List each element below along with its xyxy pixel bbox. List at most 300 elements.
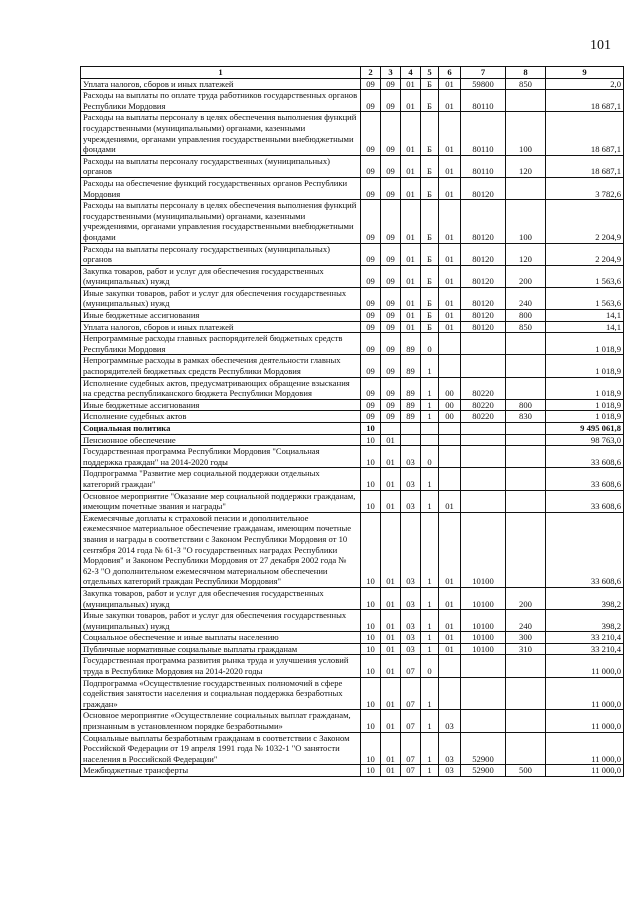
subsection-code-cell: 09 [381, 287, 401, 309]
subsection-code-cell: 09 [381, 78, 401, 90]
program-code-cell: 07 [401, 677, 421, 710]
direction-code-cell: 10100 [461, 643, 506, 655]
subsection-code-cell: 09 [381, 355, 401, 377]
direction-code-cell [461, 677, 506, 710]
amount-cell: 9 495 061,8 [546, 423, 624, 435]
program-code-cell: 03 [401, 632, 421, 644]
activity-code-cell: 01 [439, 177, 461, 199]
subprogram-code-cell: Б [421, 200, 439, 243]
amount-cell: 14,1 [546, 321, 624, 333]
row-name-cell: Основное мероприятие «Осуществление социальных выплат гражданам, признанным в установленном порядке безработными» [81, 710, 361, 732]
program-code-cell: 01 [401, 90, 421, 112]
table-row [81, 399, 624, 411]
section-code-cell: 10 [361, 655, 381, 677]
row-name-cell: Подпрограмма "Развитие мер социальной поддержки отдельных категорий граждан" [81, 468, 361, 490]
program-code-cell: 03 [401, 512, 421, 587]
subprogram-code-cell: 1 [421, 411, 439, 423]
program-code-cell: 01 [401, 155, 421, 177]
activity-code-cell [439, 333, 461, 355]
subprogram-code-cell: Б [421, 243, 439, 265]
table-row [81, 287, 624, 309]
row-name-cell: Исполнение судебных актов, предусматривающих обращение взыскания на средства республиканского бюджета Республики Мордовия [81, 377, 361, 399]
section-code-cell: 09 [361, 321, 381, 333]
program-code-cell: 89 [401, 377, 421, 399]
amount-cell: 1 563,6 [546, 287, 624, 309]
table-row [81, 434, 624, 446]
table-row [81, 310, 624, 322]
direction-code-cell: 80120 [461, 287, 506, 309]
subprogram-code-cell: 1 [421, 732, 439, 765]
program-code-cell: 01 [401, 310, 421, 322]
row-name-cell: Подпрограмма «Осуществление государственных полномочий в сфере содействия занятости населения и социальная поддержка безработных граждан» [81, 677, 361, 710]
amount-cell: 2,0 [546, 78, 624, 90]
expense-type-cell [506, 490, 546, 512]
row-name-cell: Основное мероприятие "Оказание мер социальной поддержки гражданам, имеющим почетные звания и награды" [81, 490, 361, 512]
amount-cell: 398,2 [546, 610, 624, 632]
row-name-cell: Расходы на обеспечение функций государственных органов Республики Мордовия [81, 177, 361, 199]
direction-code-cell: 80120 [461, 310, 506, 322]
subprogram-code-cell: 1 [421, 632, 439, 644]
program-code-cell: 01 [401, 78, 421, 90]
section-code-cell: 09 [361, 265, 381, 287]
table-header-row [81, 67, 624, 79]
row-name-cell: Непрограммные расходы в рамках обеспечения деятельности главных распорядителей бюджетных средств Республики Мордовия [81, 355, 361, 377]
subsection-code-cell: 01 [381, 587, 401, 609]
subprogram-code-cell: 1 [421, 610, 439, 632]
program-code-cell: 03 [401, 490, 421, 512]
table-row [81, 177, 624, 199]
direction-code-cell: 80120 [461, 200, 506, 243]
direction-code-cell: 80110 [461, 90, 506, 112]
program-code-cell: 07 [401, 710, 421, 732]
activity-code-cell: 01 [439, 587, 461, 609]
table-row [81, 333, 624, 355]
subsection-code-cell: 09 [381, 200, 401, 243]
amount-cell: 33 210,4 [546, 643, 624, 655]
program-code-cell [401, 423, 421, 435]
program-code-cell: 01 [401, 243, 421, 265]
row-name-cell: Межбюджетные трансферты [81, 765, 361, 777]
row-name-cell: Закупка товаров, работ и услуг для обеспечения государственных (муниципальных) нужд [81, 265, 361, 287]
activity-code-cell: 01 [439, 155, 461, 177]
subsection-code-cell: 09 [381, 377, 401, 399]
program-code-cell: 03 [401, 468, 421, 490]
activity-code-cell [439, 655, 461, 677]
subsection-code-cell: 09 [381, 155, 401, 177]
expense-type-cell [506, 677, 546, 710]
subsection-code-cell: 01 [381, 710, 401, 732]
table-row [81, 587, 624, 609]
subsection-code-cell: 09 [381, 310, 401, 322]
expense-type-cell: 100 [506, 112, 546, 155]
activity-code-cell: 03 [439, 765, 461, 777]
row-name-cell: Уплата налогов, сборов и иных платежей [81, 321, 361, 333]
column-header: 1 [81, 67, 361, 79]
section-code-cell: 09 [361, 310, 381, 322]
section-code-cell: 09 [361, 243, 381, 265]
direction-code-cell: 10100 [461, 610, 506, 632]
table-row [81, 155, 624, 177]
column-header: 6 [439, 67, 461, 79]
program-code-cell: 07 [401, 655, 421, 677]
amount-cell: 33 608,6 [546, 446, 624, 468]
subprogram-code-cell: 1 [421, 377, 439, 399]
expense-type-cell: 310 [506, 643, 546, 655]
expense-type-cell [506, 468, 546, 490]
table-row [81, 423, 624, 435]
row-name-cell: Расходы на выплаты персоналу государственных (муниципальных) органов [81, 155, 361, 177]
direction-code-cell: 10100 [461, 512, 506, 587]
amount-cell: 33 608,6 [546, 490, 624, 512]
subprogram-code-cell: 1 [421, 512, 439, 587]
row-name-cell: Государственная программа Республики Мордовия "Социальная поддержка граждан" на 2014-2020 годы [81, 446, 361, 468]
amount-cell: 11 000,0 [546, 655, 624, 677]
direction-code-cell: 59800 [461, 78, 506, 90]
program-code-cell: 01 [401, 177, 421, 199]
program-code-cell: 01 [401, 321, 421, 333]
direction-code-cell: 80220 [461, 399, 506, 411]
expense-type-cell: 200 [506, 265, 546, 287]
subprogram-code-cell: 1 [421, 710, 439, 732]
amount-cell: 33 608,6 [546, 468, 624, 490]
direction-code-cell [461, 446, 506, 468]
table-row [81, 765, 624, 777]
expense-type-cell: 300 [506, 632, 546, 644]
subsection-code-cell: 09 [381, 177, 401, 199]
row-name-cell: Расходы на выплаты персоналу государственных (муниципальных) органов [81, 243, 361, 265]
section-code-cell: 10 [361, 446, 381, 468]
page-number: 101 [590, 38, 611, 53]
row-name-cell: Государственная программа развития рынка труда и улучшения условий труда в Республике Мордовия на 2014-2020 годы [81, 655, 361, 677]
row-name-cell: Социальная политика [81, 423, 361, 435]
direction-code-cell: 52900 [461, 732, 506, 765]
amount-cell: 14,1 [546, 310, 624, 322]
row-name-cell: Ежемесячные доплаты к страховой пенсии и дополнительное ежемесячное материальное обеспечение гражданам, имеющим почетные звания и награды в соответствии с Законом Республики Мордовия от 10 сентября 2014 года № 61-З "О государственных наградах Республики Мордовия" и Законом Республики Мордовия от 27 декабря 2002 года № 62-З "О дополнительном ежемесячном материальном обеспечении отдельных категорий граждан Республики Мордовия" [81, 512, 361, 587]
amount-cell: 1 563,6 [546, 265, 624, 287]
section-code-cell: 10 [361, 765, 381, 777]
subprogram-code-cell: 1 [421, 355, 439, 377]
amount-cell: 1 018,9 [546, 399, 624, 411]
section-code-cell: 09 [361, 333, 381, 355]
table-row [81, 710, 624, 732]
column-header: 7 [461, 67, 506, 79]
table-row [81, 632, 624, 644]
activity-code-cell: 01 [439, 287, 461, 309]
section-code-cell: 10 [361, 610, 381, 632]
direction-code-cell: 10100 [461, 632, 506, 644]
activity-code-cell: 01 [439, 243, 461, 265]
subsection-code-cell: 09 [381, 411, 401, 423]
amount-cell: 3 782,6 [546, 177, 624, 199]
subsection-code-cell [381, 423, 401, 435]
expense-type-cell: 100 [506, 200, 546, 243]
subsection-code-cell: 01 [381, 490, 401, 512]
subprogram-code-cell: Б [421, 90, 439, 112]
subprogram-code-cell: Б [421, 265, 439, 287]
expense-type-cell [506, 732, 546, 765]
direction-code-cell [461, 423, 506, 435]
subprogram-code-cell: Б [421, 321, 439, 333]
expense-type-cell: 850 [506, 321, 546, 333]
row-name-cell: Социальное обеспечение и иные выплаты населению [81, 632, 361, 644]
table-row [81, 677, 624, 710]
activity-code-cell [439, 468, 461, 490]
direction-code-cell: 80110 [461, 112, 506, 155]
subprogram-code-cell: Б [421, 177, 439, 199]
row-name-cell: Расходы на выплаты по оплате труда работников государственных органов Республики Мордовия [81, 90, 361, 112]
activity-code-cell: 00 [439, 377, 461, 399]
direction-code-cell [461, 434, 506, 446]
section-code-cell: 10 [361, 512, 381, 587]
program-code-cell: 03 [401, 587, 421, 609]
subprogram-code-cell: 0 [421, 333, 439, 355]
subsection-code-cell: 01 [381, 732, 401, 765]
section-code-cell: 10 [361, 434, 381, 446]
direction-code-cell: 80120 [461, 177, 506, 199]
amount-cell: 11 000,0 [546, 732, 624, 765]
program-code-cell: 03 [401, 610, 421, 632]
activity-code-cell: 01 [439, 490, 461, 512]
subsection-code-cell: 09 [381, 333, 401, 355]
table-row [81, 265, 624, 287]
subprogram-code-cell: 1 [421, 643, 439, 655]
table-row [81, 446, 624, 468]
direction-code-cell: 80220 [461, 411, 506, 423]
table-row [81, 321, 624, 333]
direction-code-cell: 80120 [461, 265, 506, 287]
table-row [81, 377, 624, 399]
column-header: 8 [506, 67, 546, 79]
program-code-cell: 89 [401, 399, 421, 411]
direction-code-cell: 80110 [461, 155, 506, 177]
activity-code-cell: 03 [439, 710, 461, 732]
direction-code-cell: 80120 [461, 321, 506, 333]
column-header: 5 [421, 67, 439, 79]
table-row [81, 490, 624, 512]
subprogram-code-cell: 1 [421, 490, 439, 512]
table-row [81, 610, 624, 632]
expense-type-cell: 240 [506, 287, 546, 309]
activity-code-cell: 01 [439, 310, 461, 322]
activity-code-cell: 01 [439, 90, 461, 112]
section-code-cell: 09 [361, 200, 381, 243]
table-row [81, 411, 624, 423]
section-code-cell: 09 [361, 78, 381, 90]
table-row [81, 355, 624, 377]
subsection-code-cell: 01 [381, 468, 401, 490]
expense-type-cell [506, 434, 546, 446]
amount-cell: 398,2 [546, 587, 624, 609]
subprogram-code-cell: 0 [421, 446, 439, 468]
amount-cell: 18 687,1 [546, 112, 624, 155]
program-code-cell [401, 434, 421, 446]
expense-type-cell: 200 [506, 587, 546, 609]
subprogram-code-cell: 1 [421, 399, 439, 411]
activity-code-cell: 01 [439, 610, 461, 632]
expense-type-cell: 800 [506, 310, 546, 322]
subsection-code-cell: 01 [381, 677, 401, 710]
column-header: 4 [401, 67, 421, 79]
table-body [81, 78, 624, 776]
column-header: 3 [381, 67, 401, 79]
row-name-cell: Пенсионное обеспечение [81, 434, 361, 446]
activity-code-cell: 01 [439, 265, 461, 287]
direction-code-cell: 80120 [461, 243, 506, 265]
direction-code-cell: 10100 [461, 587, 506, 609]
section-code-cell: 10 [361, 423, 381, 435]
subsection-code-cell: 09 [381, 321, 401, 333]
program-code-cell: 89 [401, 355, 421, 377]
activity-code-cell [439, 355, 461, 377]
subprogram-code-cell: Б [421, 310, 439, 322]
row-name-cell: Непрограммные расходы главных распорядителей бюджетных средств Республики Мордовия [81, 333, 361, 355]
activity-code-cell: 01 [439, 512, 461, 587]
direction-code-cell [461, 655, 506, 677]
row-name-cell: Иные бюджетные ассигнования [81, 399, 361, 411]
activity-code-cell: 01 [439, 112, 461, 155]
direction-code-cell: 80220 [461, 377, 506, 399]
subsection-code-cell: 09 [381, 112, 401, 155]
expense-type-cell: 850 [506, 78, 546, 90]
activity-code-cell [439, 434, 461, 446]
expense-type-cell [506, 90, 546, 112]
section-code-cell: 09 [361, 355, 381, 377]
activity-code-cell: 01 [439, 643, 461, 655]
direction-code-cell [461, 355, 506, 377]
subprogram-code-cell: Б [421, 287, 439, 309]
subsection-code-cell: 01 [381, 434, 401, 446]
table-row [81, 243, 624, 265]
table-row [81, 512, 624, 587]
section-code-cell: 09 [361, 90, 381, 112]
amount-cell: 11 000,0 [546, 710, 624, 732]
expense-type-cell [506, 333, 546, 355]
row-name-cell: Социальные выплаты безработным гражданам в соответствии с Законом Российской Федерации от 19 апреля 1991 года № 1032-1 "О занятости населения в Российской Федерации" [81, 732, 361, 765]
program-code-cell: 01 [401, 200, 421, 243]
program-code-cell: 07 [401, 732, 421, 765]
activity-code-cell [439, 677, 461, 710]
section-code-cell: 10 [361, 732, 381, 765]
program-code-cell: 03 [401, 643, 421, 655]
section-code-cell: 10 [361, 587, 381, 609]
subsection-code-cell: 09 [381, 265, 401, 287]
subprogram-code-cell: Б [421, 112, 439, 155]
row-name-cell: Публичные нормативные социальные выплаты гражданам [81, 643, 361, 655]
activity-code-cell: 03 [439, 732, 461, 765]
amount-cell: 33 210,4 [546, 632, 624, 644]
direction-code-cell: 52900 [461, 765, 506, 777]
amount-cell: 33 608,6 [546, 512, 624, 587]
section-code-cell: 10 [361, 643, 381, 655]
table-row [81, 732, 624, 765]
amount-cell: 2 204,9 [546, 243, 624, 265]
section-code-cell: 10 [361, 710, 381, 732]
section-code-cell: 10 [361, 490, 381, 512]
program-code-cell: 89 [401, 333, 421, 355]
activity-code-cell: 00 [439, 411, 461, 423]
expense-type-cell [506, 446, 546, 468]
row-name-cell: Уплата налогов, сборов и иных платежей [81, 78, 361, 90]
row-name-cell: Расходы на выплаты персоналу в целях обеспечения выполнения функций государственными (муниципальными) органами, казенными учреждениями, органами управления государственными внебюджетными фондами [81, 200, 361, 243]
activity-code-cell: 01 [439, 632, 461, 644]
activity-code-cell: 01 [439, 200, 461, 243]
expense-type-cell: 800 [506, 399, 546, 411]
expense-type-cell [506, 655, 546, 677]
row-name-cell: Иные закупки товаров, работ и услуг для обеспечения государственных (муниципальных) нужд [81, 610, 361, 632]
expense-type-cell [506, 177, 546, 199]
subprogram-code-cell: 0 [421, 655, 439, 677]
expense-type-cell: 120 [506, 155, 546, 177]
row-name-cell: Иные бюджетные ассигнования [81, 310, 361, 322]
amount-cell: 1 018,9 [546, 377, 624, 399]
direction-code-cell [461, 490, 506, 512]
subprogram-code-cell: 1 [421, 765, 439, 777]
column-header: 2 [361, 67, 381, 79]
expense-type-cell: 120 [506, 243, 546, 265]
subprogram-code-cell: 1 [421, 677, 439, 710]
direction-code-cell [461, 468, 506, 490]
subsection-code-cell: 09 [381, 90, 401, 112]
table-row [81, 78, 624, 90]
table-row [81, 90, 624, 112]
subsection-code-cell: 01 [381, 512, 401, 587]
table-row [81, 200, 624, 243]
section-code-cell: 10 [361, 468, 381, 490]
expense-type-cell [506, 377, 546, 399]
subprogram-code-cell: Б [421, 78, 439, 90]
expense-type-cell: 500 [506, 765, 546, 777]
subsection-code-cell: 01 [381, 610, 401, 632]
section-code-cell: 09 [361, 155, 381, 177]
expense-type-cell: 240 [506, 610, 546, 632]
subsection-code-cell: 01 [381, 446, 401, 468]
budget-table [80, 66, 624, 777]
table-row [81, 643, 624, 655]
program-code-cell: 03 [401, 446, 421, 468]
amount-cell: 11 000,0 [546, 677, 624, 710]
section-code-cell: 09 [361, 411, 381, 423]
row-name-cell: Исполнение судебных актов [81, 411, 361, 423]
row-name-cell: Расходы на выплаты персоналу в целях обеспечения выполнения функций государственными (муниципальными) органами, казенными учреждениями, органами управления государственными внебюджетными фондами [81, 112, 361, 155]
subsection-code-cell: 09 [381, 399, 401, 411]
section-code-cell: 09 [361, 112, 381, 155]
expense-type-cell [506, 423, 546, 435]
activity-code-cell: 01 [439, 321, 461, 333]
amount-cell: 1 018,9 [546, 355, 624, 377]
expense-type-cell [506, 512, 546, 587]
section-code-cell: 10 [361, 677, 381, 710]
row-name-cell: Закупка товаров, работ и услуг для обеспечения государственных (муниципальных) нужд [81, 587, 361, 609]
amount-cell: 1 018,9 [546, 333, 624, 355]
table-row [81, 112, 624, 155]
program-code-cell: 01 [401, 112, 421, 155]
subsection-code-cell: 01 [381, 655, 401, 677]
table-row [81, 655, 624, 677]
subsection-code-cell: 01 [381, 632, 401, 644]
section-code-cell: 09 [361, 377, 381, 399]
subsection-code-cell: 01 [381, 765, 401, 777]
subsection-code-cell: 09 [381, 243, 401, 265]
expense-type-cell [506, 710, 546, 732]
section-code-cell: 09 [361, 177, 381, 199]
column-header: 9 [546, 67, 624, 79]
expense-type-cell [506, 355, 546, 377]
amount-cell: 1 018,9 [546, 411, 624, 423]
activity-code-cell: 01 [439, 78, 461, 90]
subprogram-code-cell [421, 423, 439, 435]
subprogram-code-cell: Б [421, 155, 439, 177]
subprogram-code-cell: 1 [421, 587, 439, 609]
